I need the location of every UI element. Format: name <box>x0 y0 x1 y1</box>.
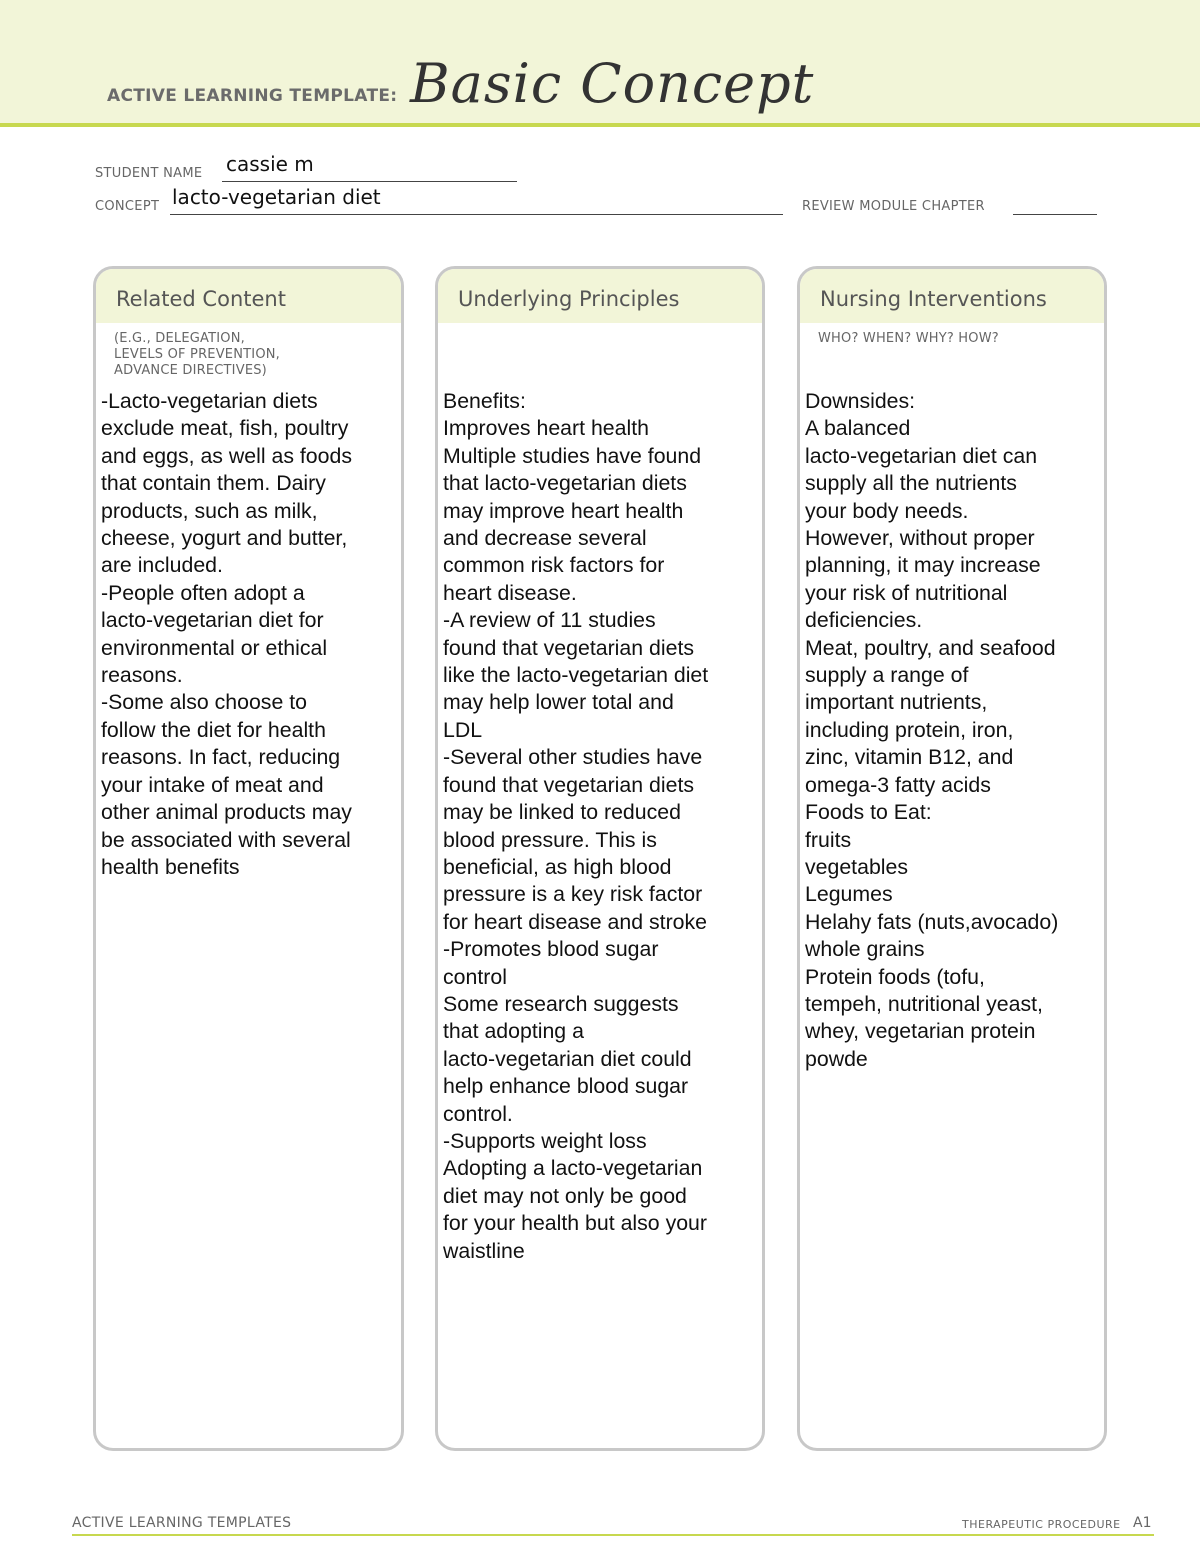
text-line: powde <box>805 1046 868 1071</box>
text-line: -Lacto-vegetarian diets <box>101 389 318 413</box>
text-line: health benefits <box>101 854 240 879</box>
text-line: control. <box>443 1101 513 1126</box>
concept-field[interactable]: lacto-vegetarian diet <box>172 185 381 209</box>
text-line: -Promotes blood sugar <box>443 937 659 962</box>
text-line: -Some also choose to <box>101 690 307 715</box>
text-line: vegetables <box>805 854 909 879</box>
text-line: found that vegetarian diets <box>443 635 695 660</box>
text-line: Adopting a lacto-vegetarian <box>443 1156 703 1181</box>
text-line: waistline <box>443 1238 525 1263</box>
related-content-hint <box>114 331 280 379</box>
underlying-principles-card <box>435 266 765 1451</box>
hint-line: ADVANCE DIRECTIVES) <box>114 363 267 378</box>
text-line: pressure is a key risk factor <box>443 882 703 907</box>
footer-right: THERAPEUTIC PROCEDURE <box>962 1518 1121 1531</box>
text-line: are included. <box>101 553 223 578</box>
text-line: your intake of meat and <box>101 772 324 797</box>
text-line: Some research suggests <box>443 991 679 1016</box>
text-line: and eggs, as well as foods <box>101 443 352 468</box>
text-line: beneficial, as high blood <box>443 854 672 879</box>
underlying-principles-body[interactable] <box>443 388 754 1265</box>
concept-label: CONCEPT <box>95 199 160 214</box>
text-line: A balanced <box>805 416 911 441</box>
text-line: reasons. In fact, reducing <box>101 745 341 770</box>
text-line: However, without proper <box>805 526 1035 551</box>
nursing-interventions-hint <box>818 331 999 347</box>
review-module-label: REVIEW MODULE CHAPTER <box>802 199 985 214</box>
text-line: that adopting a <box>443 1019 584 1044</box>
hint-line: (E.G., DELEGATION, <box>114 331 245 346</box>
text-line: that contain them. Dairy <box>101 471 326 496</box>
text-line: whey, vegetarian protein <box>805 1019 1036 1044</box>
student-name-line <box>222 181 517 182</box>
text-line: zinc, vitamin B12, and <box>805 745 1014 770</box>
text-line: your risk of nutritional <box>805 580 1008 605</box>
text-line: lacto-vegetarian diet can <box>805 443 1038 468</box>
text-line: -A review of 11 studies <box>443 608 656 633</box>
text-line: supply all the nutrients <box>805 471 1017 496</box>
text-line: deficiencies. <box>805 608 923 633</box>
text-line: other animal products may <box>101 800 352 825</box>
text-line: cheese, yogurt and butter, <box>101 526 348 551</box>
text-line: Meat, poultry, and seafood <box>805 635 1056 660</box>
nursing-interventions-card <box>797 266 1107 1451</box>
text-line: Improves heart health <box>443 416 649 441</box>
text-line: LDL <box>443 717 483 742</box>
nursing-interventions-header <box>800 269 1104 323</box>
text-line: may improve heart health <box>443 498 684 523</box>
student-name-label: STUDENT NAME <box>95 166 203 181</box>
text-line: environmental or ethical <box>101 635 328 660</box>
related-content-title: Related Content <box>116 287 286 311</box>
template-label: ACTIVE LEARNING TEMPLATE: <box>107 86 398 106</box>
text-line: may help lower total and <box>443 690 674 715</box>
concept-line <box>170 214 783 215</box>
text-line: diet may not only be good <box>443 1183 687 1208</box>
nursing-interventions-body[interactable] <box>805 388 1096 1073</box>
text-line: Multiple studies have found <box>443 443 702 468</box>
text-line: follow the diet for health <box>101 717 326 742</box>
text-line: Legumes <box>805 882 893 907</box>
text-line: like the lacto-vegetarian diet <box>443 663 709 688</box>
text-line: that lacto-vegetarian diets <box>443 471 687 496</box>
text-line: products, such as milk, <box>101 498 318 523</box>
text-line: common risk factors for <box>443 553 665 578</box>
text-line: -Several other studies have <box>443 745 703 770</box>
text-line: -Supports weight loss <box>443 1128 647 1153</box>
text-line: lacto-vegetarian diet could <box>443 1046 692 1071</box>
hint-line: WHO? WHEN? WHY? HOW? <box>818 331 999 346</box>
student-name-field[interactable]: cassie m <box>226 152 314 176</box>
footer-left: ACTIVE LEARNING TEMPLATES <box>72 1515 292 1531</box>
text-line: and decrease several <box>443 526 647 551</box>
text-line: supply a range of <box>805 663 969 688</box>
text-line: control <box>443 964 507 989</box>
text-line: planning, it may increase <box>805 553 1041 578</box>
underlying-principles-title: Underlying Principles <box>458 287 680 311</box>
text-line: -People often adopt a <box>101 580 305 605</box>
header-rule <box>0 123 1200 127</box>
text-line: blood pressure. This is <box>443 827 657 852</box>
text-line: heart disease. <box>443 580 577 605</box>
text-line: lacto-vegetarian diet for <box>101 608 324 633</box>
text-line: reasons. <box>101 663 183 688</box>
text-line: found that vegetarian diets <box>443 772 695 797</box>
template-title: Basic Concept <box>410 52 815 115</box>
text-line: Foods to Eat: <box>805 800 932 825</box>
text-line: Downsides: <box>805 389 916 413</box>
text-line: fruits <box>805 827 852 852</box>
text-line: including protein, iron, <box>805 717 1014 742</box>
text-line: important nutrients, <box>805 690 988 715</box>
text-line: your body needs. <box>805 498 969 523</box>
footer-code: A1 <box>1133 1515 1152 1531</box>
related-content-card <box>93 266 404 1451</box>
text-line: tempeh, nutritional yeast, <box>805 991 1043 1016</box>
text-line: may be linked to reduced <box>443 800 681 825</box>
text-line: help enhance blood sugar <box>443 1074 689 1099</box>
text-line: Benefits: <box>443 389 526 413</box>
text-line: Protein foods (tofu, <box>805 964 985 989</box>
text-line: omega-3 fatty acids <box>805 772 991 797</box>
text-line: whole grains <box>805 937 925 962</box>
hint-line: LEVELS OF PREVENTION, <box>114 347 281 362</box>
text-line: exclude meat, fish, poultry <box>101 416 349 441</box>
text-line: for your health but also your <box>443 1211 707 1236</box>
text-line: for heart disease and stroke <box>443 909 707 934</box>
text-line: Helahy fats (nuts,avocado) <box>805 909 1059 934</box>
review-module-line <box>1013 214 1097 215</box>
footer-rule <box>72 1534 1154 1536</box>
text-line: be associated with several <box>101 827 351 852</box>
related-content-body[interactable] <box>101 388 393 881</box>
nursing-interventions-title: Nursing Interventions <box>820 287 1047 311</box>
underlying-principles-header <box>438 269 762 323</box>
related-content-header <box>96 269 401 323</box>
